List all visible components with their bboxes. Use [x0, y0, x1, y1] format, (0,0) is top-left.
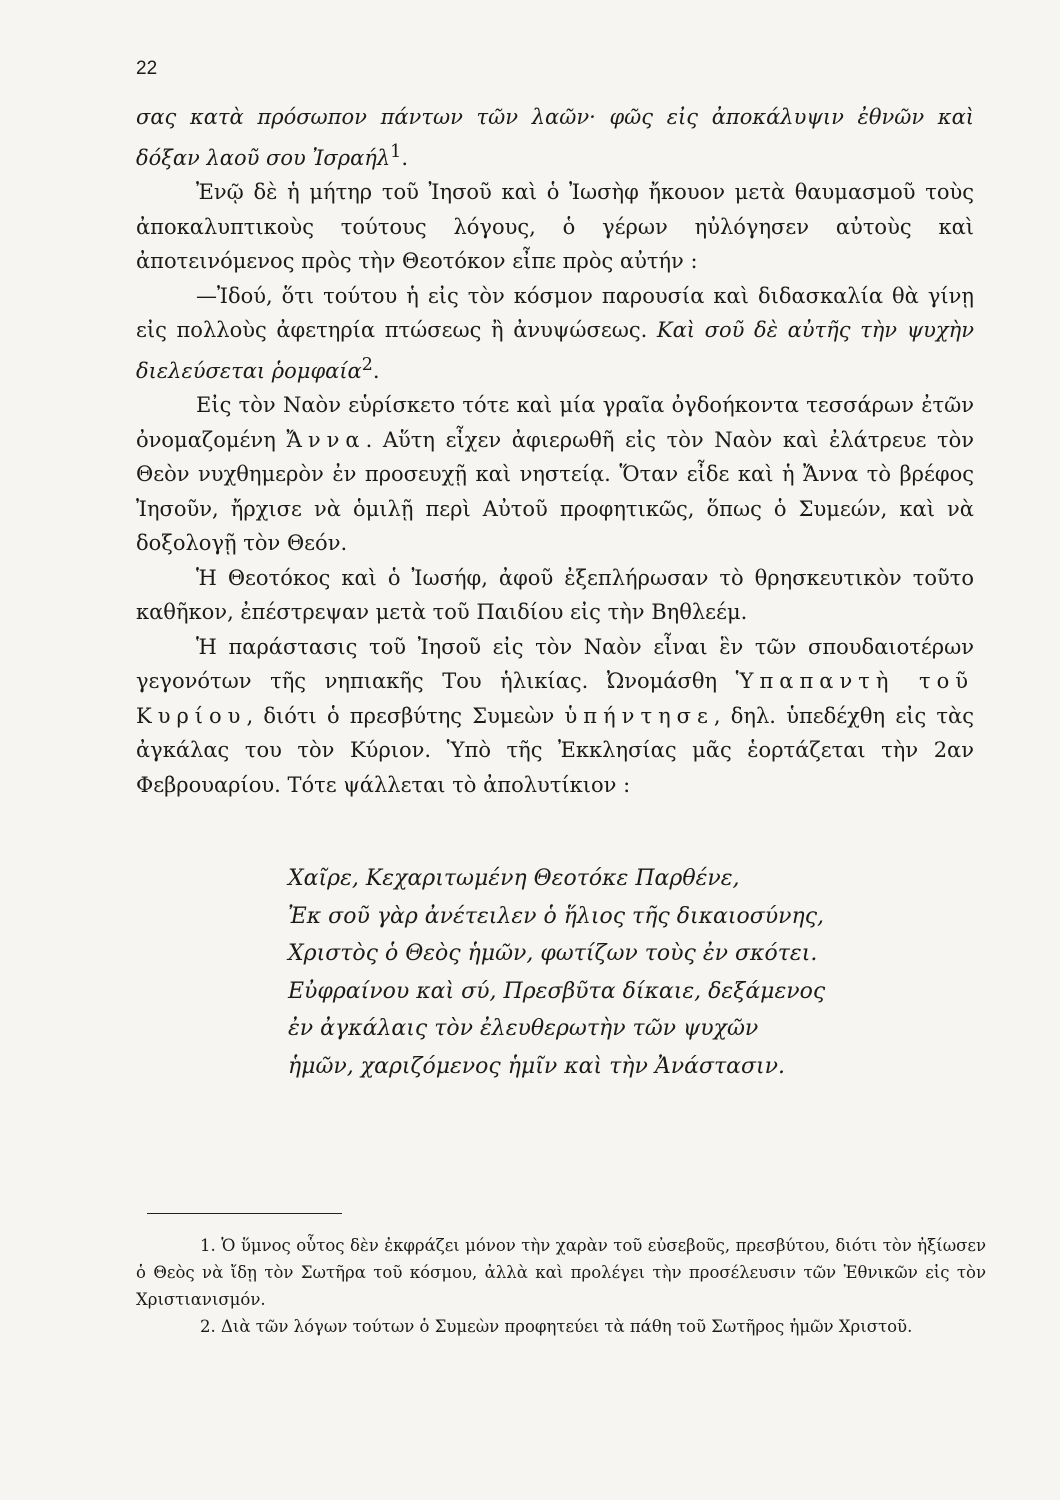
feast-name: Ὑπαπαντὴ τοῦ Κυρίου — [136, 669, 974, 728]
hymn-line: ἐν ἀγκάλαις τὸν ἐλευθερωτὴν τῶν ψυχῶν — [288, 1016, 759, 1041]
hymn-line: ἡμῶν, χαριζόμενος ἡμῖν καὶ τὴν Ἀνάστασιν. — [288, 1053, 785, 1079]
hymn-line: Χαῖρε, Κεχαριτωμένη Θεοτόκε Παρθένε, — [288, 866, 740, 891]
paragraph-6-text-c: , δηλ. ὑπεδέχθη εἰς τὰς ἀγκάλας του τὸν Κύριον. Ὑπὸ τῆς Ἐκκλησίας μᾶς ἑορτάζεται τὴν 2αν Φεβρουαρίου. Τότε ψάλλεται τὸ ἀπολυτίκιον : — [136, 703, 974, 797]
footnote-ref-1: 1 — [390, 141, 402, 162]
punctuation: . — [372, 358, 380, 383]
prophecy-text: Καὶ σοῦ δὲ αὐτῆς τὴν ψυχὴν διελεύσεται ῥομφαία — [136, 318, 974, 383]
hymn-line: Ἐκ σοῦ γὰρ ἀνέτειλεν ὁ ἥλιος τῆς δικαιοσύνης, — [288, 903, 825, 929]
speech-text: —Ἰδού, ὅτι τούτου ἡ εἰς τὸν κόσμον παρουσία καὶ διδασκαλία θὰ γίνῃ εἰς πολλοὺς ἀφετηρία πτώσεως ἢ ἀνυψώσεως. — [136, 283, 974, 342]
paragraph-6-text-a: Ἡ παράστασις τοῦ Ἰησοῦ εἰς τὸν Ναὸν εἶναι ἓν τῶν σπουδαιοτέρων γεγονότων τῆς νηπιακῆς Του ἡλικίας. Ὠνομάσθη — [136, 634, 974, 693]
footnote-1: 1. Ὁ ὕμνος οὗτος δὲν ἐκφράζει μόνον τὴν χαρὰν τοῦ εὐσεβοῦς, πρεσβύτου, διότι τὸν ἠξίωσεν ὁ Θεὸς νὰ ἴδῃ τὸν Σωτῆρα τοῦ κόσμου, ἀλλὰ καὶ προλέγει τὴν προσέλευσιν τῶν Ἐθνικῶν εἰς τὸν Χριστιανισμόν. — [136, 1236, 986, 1309]
footnotes — [136, 1232, 986, 1340]
paragraph-1 — [136, 100, 974, 175]
paragraph-4-text-b: . Αὕτη εἶχεν ἀφιερωθῆ εἰς τὸν Ναὸν καὶ ἐλάτρευε τὸν Θεὸν νυχθημερὸν ἐν προσευχῇ καὶ νηστείᾳ. Ὅταν εἶδε καὶ ἡ Ἄννα τὸ βρέφος Ἰησοῦν, ἤρχισε νὰ ὁμιλῇ περὶ Αὐτοῦ προφητικῶς, ὅπως ὁ Συμεών, καὶ νὰ δοξολογῇ τὸν Θεόν. — [136, 427, 974, 555]
paragraph-6-text-b: , διότι ὁ πρεσβύτης Συμεὼν — [246, 703, 555, 728]
hymn — [288, 860, 825, 1085]
page-number: 22 — [136, 58, 158, 79]
footnote-separator — [147, 1213, 342, 1214]
paragraph-5: Ἡ Θεοτόκος καὶ ὁ Ἰωσήφ, ἀφοῦ ἐξεπλήρωσαν τὸ θρησκευτικὸν τοῦτο καθῆκον, ἐπέστρεψαν μετὰ τοῦ Παιδίου εἰς τὴν Βηθλεέμ. — [136, 565, 974, 624]
paragraph-4-text-a: Εἰς τὸν Ναὸν εὑρίσκετο τότε καὶ μία γραῖα ὀγδοήκοντα τεσσάρων ἐτῶν ὀνομαζομένη — [136, 393, 974, 452]
paragraph-3 — [136, 279, 974, 389]
hymn-line: Χριστὸς ὁ Θεὸς ἡμῶν, φωτίζων τοὺς ἐν σκότει. — [288, 941, 818, 966]
paragraph-2: Ἐνῷ δὲ ἡ μήτηρ τοῦ Ἰησοῦ καὶ ὁ Ἰωσὴφ ἤκουον μετὰ θαυμασμοῦ τοὺς ἀποκαλυπτικοὺς τούτους λόγους, ὁ γέρων ηὐλόγησεν αὐτοὺς καὶ ἀποτεινόμενος πρὸς τὴν Θεοτόκον εἶπε πρὸς αὐτήν : — [136, 180, 974, 273]
paragraph-4 — [136, 388, 974, 561]
quote-text: σας κατὰ πρόσωπον πάντων τῶν λαῶν· φῶς εἰς ἀποκάλυψιν ἐθνῶν καὶ δόξαν λαοῦ σου Ἰσραήλ — [136, 105, 974, 170]
main-text — [136, 100, 974, 802]
footnote-ref-2: 2 — [361, 354, 373, 375]
punctuation: . — [401, 145, 408, 170]
verb-hypentese: ὑπήντησε — [564, 703, 714, 728]
footnote-2: 2. Διὰ τῶν λόγων τούτων ὁ Συμεὼν προφητεύει τὰ πάθη τοῦ Σωτῆρος ἡμῶν Χριστοῦ. — [200, 1317, 913, 1336]
paragraph-6 — [136, 630, 974, 803]
name-anna: Ἄννα — [286, 427, 366, 452]
hymn-line: Εὐφραίνου καὶ σύ, Πρεσβῦτα δίκαιε, δεξάμενος — [288, 978, 826, 1004]
